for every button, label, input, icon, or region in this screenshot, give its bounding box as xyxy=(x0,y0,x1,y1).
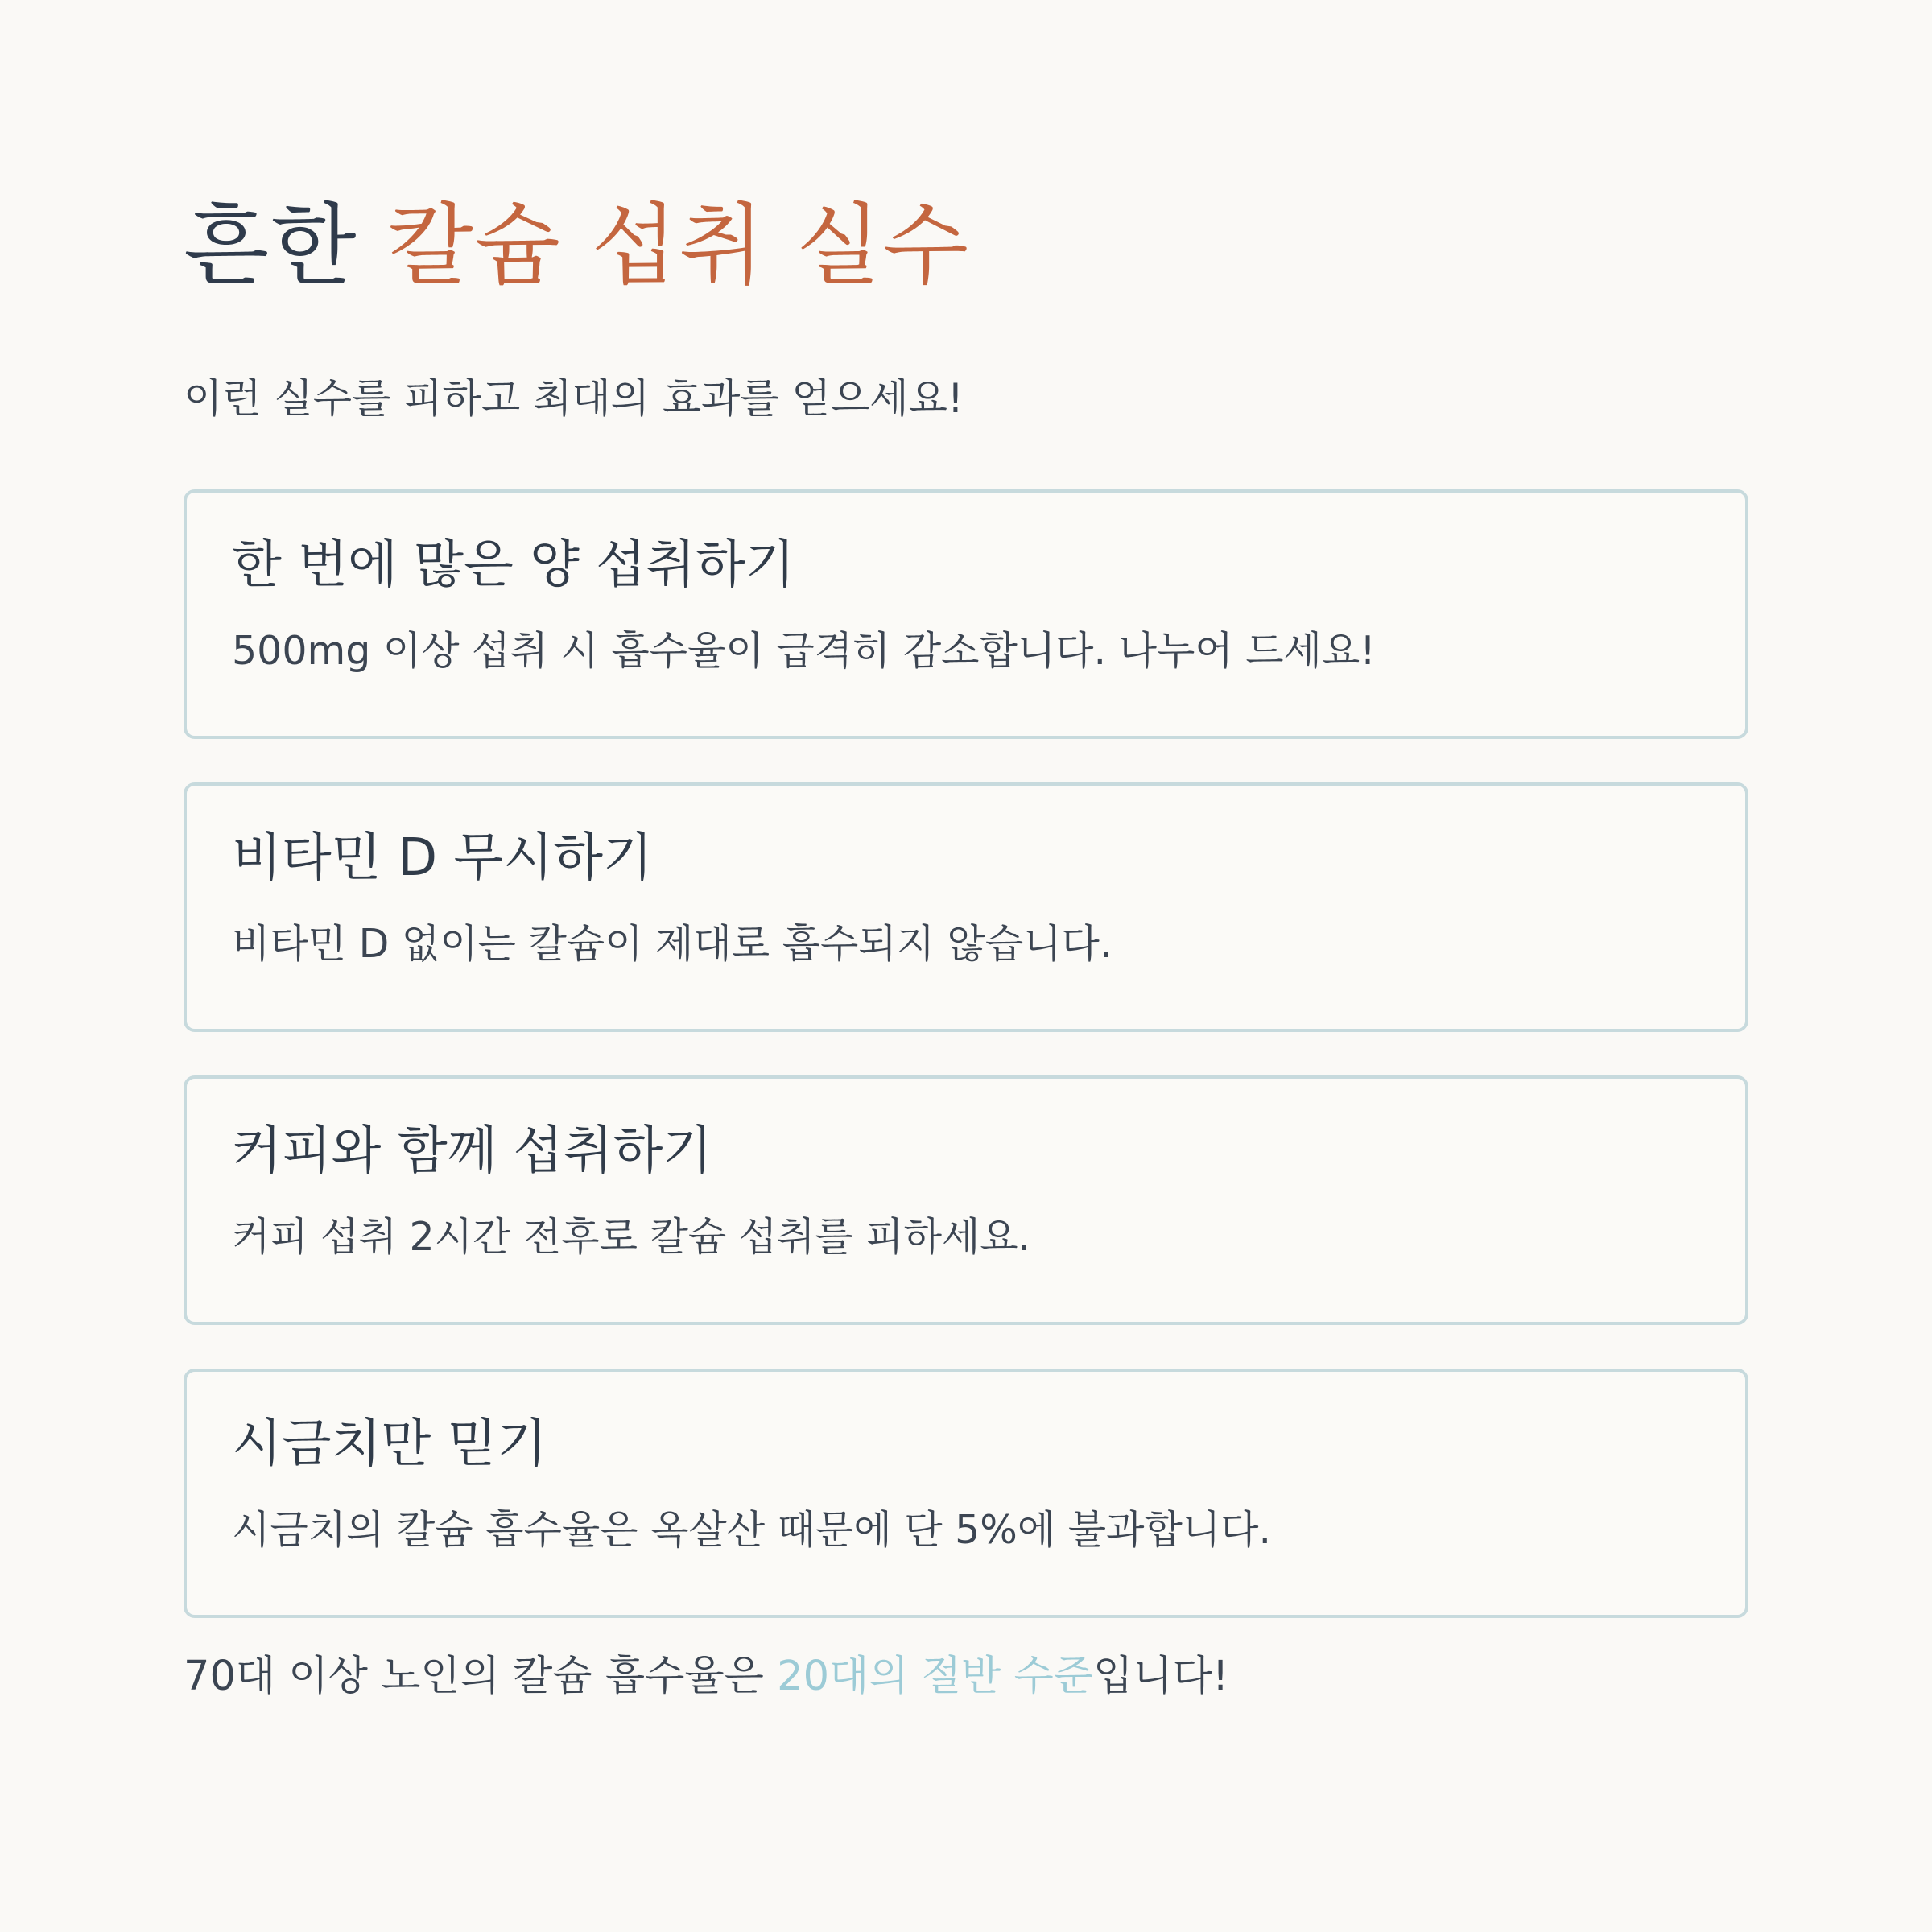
mistake-card xyxy=(184,782,1748,1032)
page-title xyxy=(184,185,1748,306)
mistake-card-description: 커피 섭취 2시간 전후로 칼슘 섭취를 피하세요. xyxy=(232,1214,1031,1260)
mistake-card-title: 커피와 함께 섭취하기 xyxy=(232,1121,713,1181)
mistake-card-title: 시금치만 믿기 xyxy=(232,1414,547,1474)
footer-note xyxy=(184,1649,1748,1705)
mistake-card-description: 시금치의 칼슘 흡수율은 옥살산 때문에 단 5%에 불과합니다. xyxy=(232,1507,1272,1553)
footer-highlight: 20대의 절반 수준 xyxy=(777,1653,1094,1700)
title-highlight: 칼슘 섭취 실수 xyxy=(387,194,970,297)
mistake-card xyxy=(184,489,1748,739)
mistake-card-description: 500mg 이상 섭취 시 흡수율이 급격히 감소합니다. 나누어 드세요! xyxy=(232,628,1376,674)
title-prefix: 흔한 xyxy=(184,194,388,297)
footer-suffix: 입니다! xyxy=(1093,1653,1229,1700)
mistake-card-title: 비타민 D 무시하기 xyxy=(232,828,653,888)
mistake-card-description: 비타민 D 없이는 칼슘이 제대로 흡수되지 않습니다. xyxy=(232,921,1113,967)
mistake-card xyxy=(184,1075,1748,1325)
footer-prefix: 70대 이상 노인의 칼슘 흡수율은 xyxy=(184,1653,778,1700)
page-subtitle: 이런 실수를 피하고 최대의 효과를 얻으세요! xyxy=(184,375,964,422)
mistake-card-title: 한 번에 많은 양 섭취하기 xyxy=(232,535,795,595)
mistake-card-list xyxy=(184,489,1748,1618)
mistake-card xyxy=(184,1368,1748,1618)
